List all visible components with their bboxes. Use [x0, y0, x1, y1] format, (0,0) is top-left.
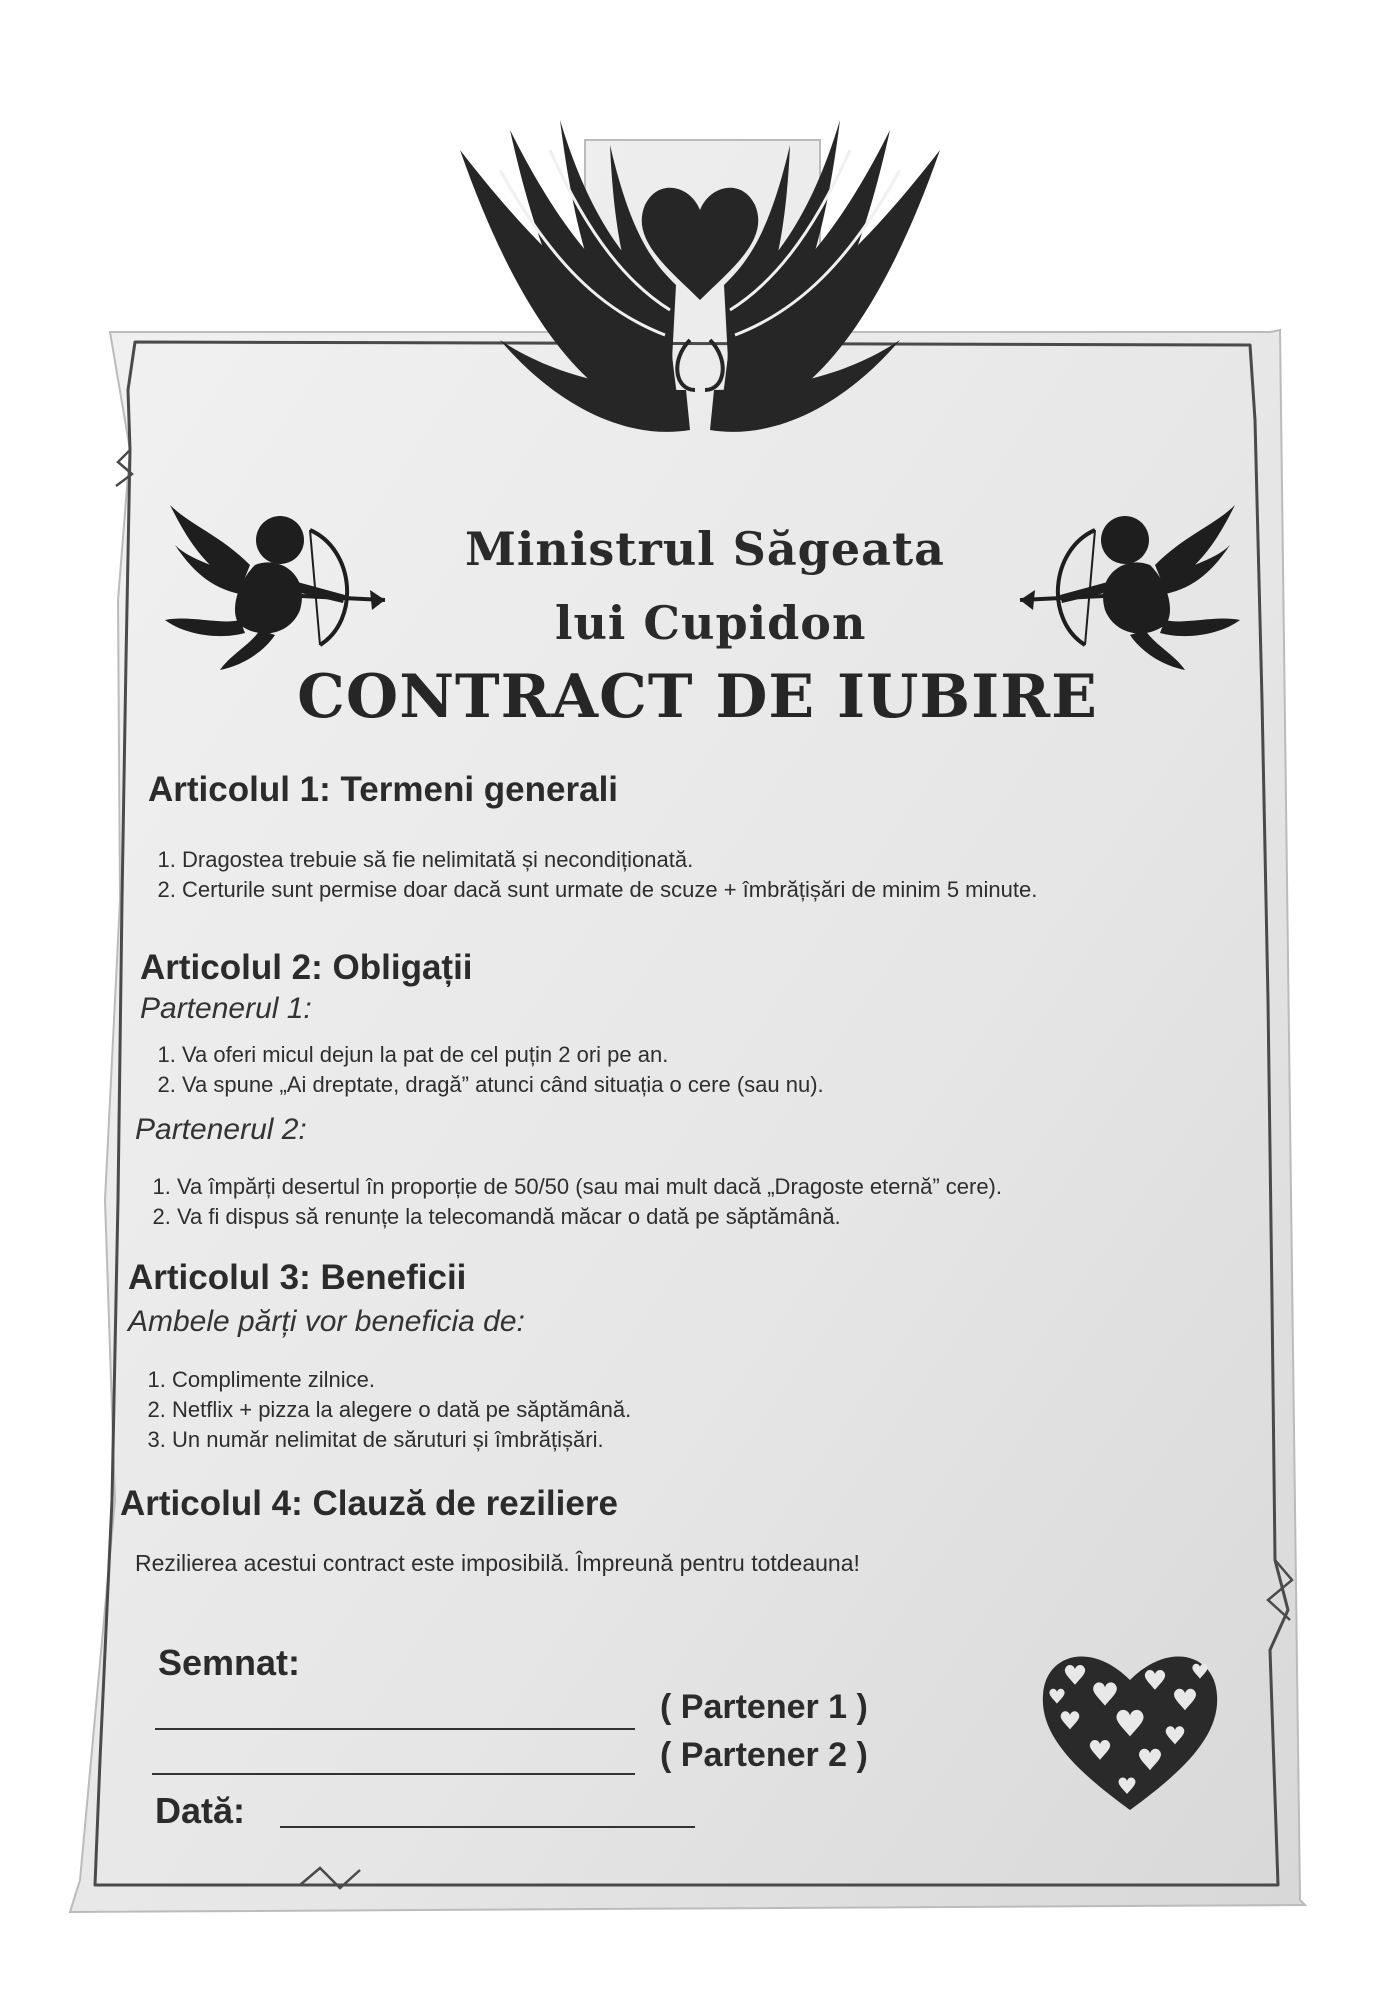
- date-label: Dată:: [155, 1790, 246, 1831]
- article-4-text: Rezilierea acestui contract este imposibilă. Împreună pentru totdeauna!: [135, 1550, 860, 1576]
- signature-line-2: [152, 1773, 635, 1775]
- list-item: 2. Certurile sunt permise doar dacă sunt urmate de scuze + îmbrățișări de minim 5 minute.: [182, 875, 1037, 905]
- page-title: CONTRACT DE IUBIRE: [297, 662, 1098, 732]
- partner-1-label: Partenerul 1:: [140, 992, 312, 1025]
- article-1-list: [150, 845, 1037, 905]
- date-line: [280, 1826, 695, 1828]
- article-2-heading: Articolul 2: Obligații: [140, 948, 473, 987]
- list-item: 1. Va oferi micul dejun la pat de cel puțin 2 ori pe an.: [182, 1040, 824, 1070]
- cupid-icon: [1005, 495, 1245, 675]
- ministry-line-1-text: Ministrul Săgeata: [465, 522, 945, 576]
- partner-2-role: ( Partener 2 ): [660, 1736, 868, 1774]
- article-3-list: [140, 1365, 631, 1455]
- list-item: 1. Dragostea trebuie să fie nelimitată și necondiționată.: [182, 845, 1037, 875]
- hearts-cluster-icon: [1035, 1630, 1225, 1820]
- partner-2-list: [145, 1172, 1002, 1232]
- signature-line-1: [155, 1728, 635, 1730]
- article-1-heading: Articolul 1: Termeni generali: [148, 770, 619, 809]
- article-3-heading: Articolul 3: Beneficii: [128, 1258, 467, 1297]
- list-item: 3. Un număr nelimitat de săruturi și îmbrățișări.: [172, 1425, 631, 1455]
- angel-wings-icon: [440, 90, 960, 480]
- article-3-intro: Ambele părți vor beneficia de:: [128, 1305, 525, 1338]
- list-item: 2. Netflix + pizza la alegere o dată pe săptămână.: [172, 1395, 631, 1425]
- partner-2-label: Partenerul 2:: [135, 1113, 307, 1146]
- list-item: 1. Complimente zilnice.: [172, 1365, 631, 1395]
- cupid-icon: [160, 495, 400, 675]
- article-4-heading: Articolul 4: Clauză de reziliere: [120, 1484, 618, 1523]
- list-item: 2. Va spune „Ai dreptate, dragă” atunci când situația o cere (sau nu).: [182, 1070, 824, 1100]
- partner-1-role: ( Partener 1 ): [660, 1688, 868, 1726]
- ministry-line-2: [555, 596, 866, 650]
- list-item: 1. Va împărți desertul în proporție de 50/50 (sau mai mult dacă „Dragoste eternă” cere).: [177, 1172, 1002, 1202]
- ministry-line-2-text: lui Cupidon: [555, 596, 867, 650]
- signed-label: Semnat:: [158, 1642, 301, 1683]
- partner-1-list: [150, 1040, 824, 1100]
- list-item: 2. Va fi dispus să renunțe la telecomandă măcar o dată pe săptămână.: [177, 1202, 1002, 1232]
- ministry-line-1: [465, 522, 945, 576]
